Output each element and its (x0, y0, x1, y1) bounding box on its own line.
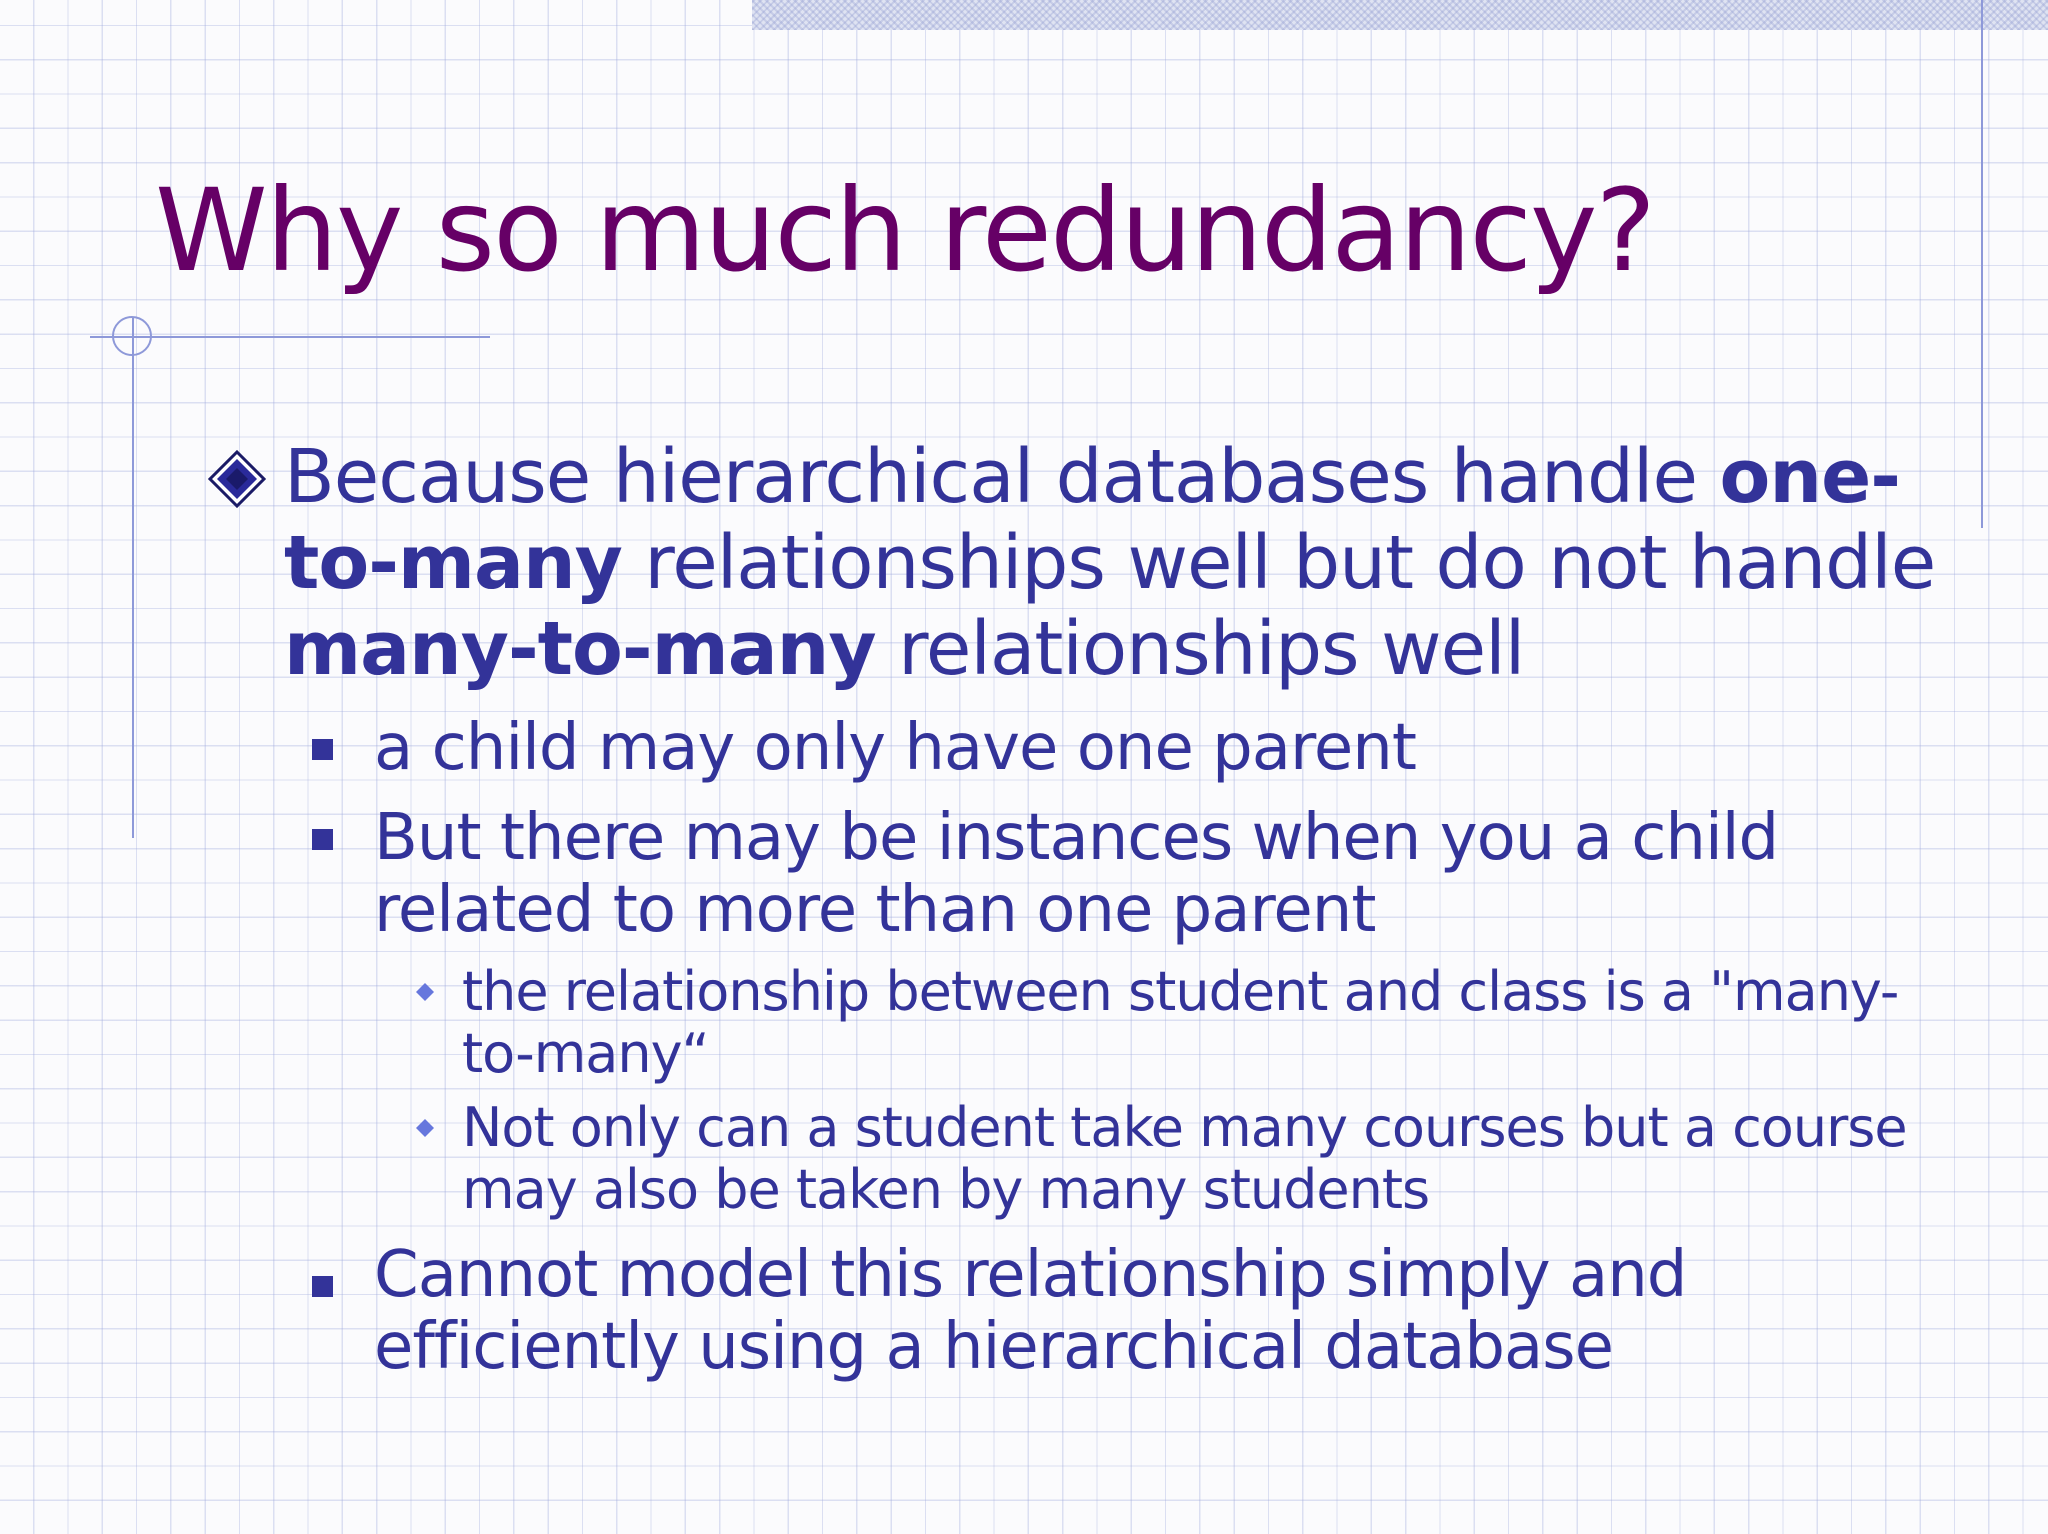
small-diamond-bullet-icon (416, 983, 434, 1001)
sub-bullet-text: the relationship between student and class is a "many- (462, 960, 1899, 1023)
sub-bullet-item (462, 1097, 1907, 1221)
bullet-item (374, 712, 1416, 784)
sub-bullet-item (462, 961, 1898, 1085)
sub-bullet-text: may also be taken by many students (462, 1158, 1430, 1221)
small-diamond-bullet-icon (416, 1119, 434, 1137)
bullet-text: a child may only have one parent (374, 711, 1416, 785)
main-point-text: relationships well (875, 606, 1525, 692)
square-bullet-icon (312, 829, 333, 850)
sub-bullet-text: to-many“ (462, 1022, 709, 1085)
square-bullet-icon (312, 739, 333, 760)
square-bullet-icon (312, 1276, 333, 1297)
main-point-line-1 (284, 434, 1924, 520)
main-point-bold-text: many-to-many (284, 606, 876, 692)
main-point-bold-text: to-many (284, 520, 622, 606)
slide-title: Why so much redundancy? (155, 164, 1655, 297)
main-point (284, 434, 1936, 692)
bullet-text: related to more than one parent (374, 873, 1376, 947)
main-point-line-2 (284, 520, 1936, 606)
bullet-item (374, 1239, 1686, 1383)
bullet-text: But there may be instances when you a child (374, 801, 1779, 875)
main-point-bold-text: one- (1719, 434, 1900, 520)
main-point-text: relationships well but do not handle (621, 520, 1936, 606)
main-point-line-3 (284, 606, 1924, 692)
main-point-text: Because hierarchical databases handle (284, 434, 1720, 520)
sub-bullet-text: Not only can a student take many courses but a course (462, 1096, 1907, 1159)
bullet-item (374, 802, 1778, 946)
bullet-text: Cannot model this relationship simply and (374, 1238, 1687, 1312)
diamond-bullet-icon (208, 450, 266, 508)
bullet-text: efficiently using a hierarchical database (374, 1310, 1613, 1384)
